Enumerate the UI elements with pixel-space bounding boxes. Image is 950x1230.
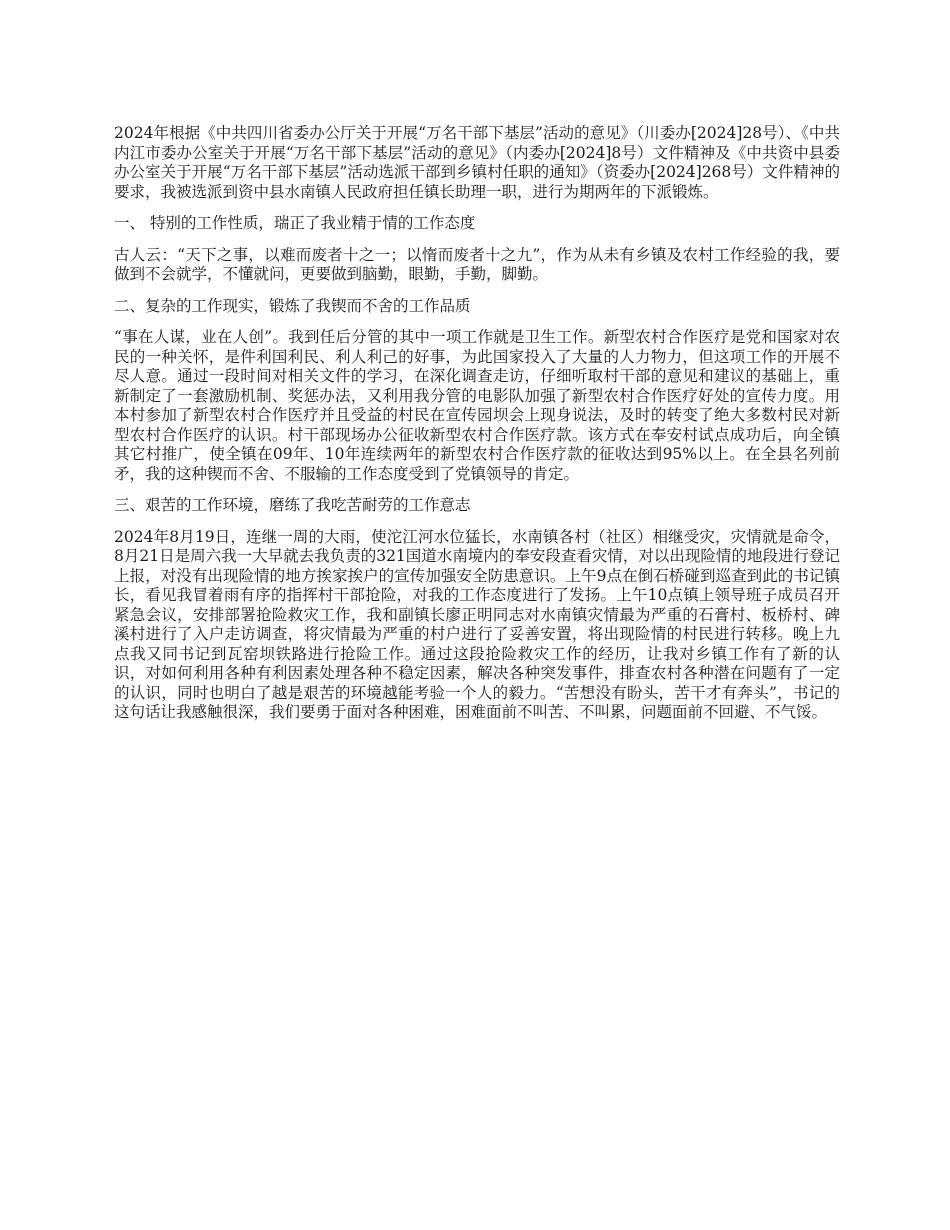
section-heading-3: 三、艰苦的工作环境，磨练了我吃苦耐劳的工作意志: [114, 496, 471, 514]
section-heading-1: 一、 特别的工作性质，瑞正了我业精于情的工作态度: [114, 214, 476, 232]
section-paragraph-2: “事在人谋，业在人创”。我到任后分管的其中一项工作就是卫生工作。新型农村合作医疗是党和国家对农民的一种关怀，是件利国利民、利人利己的好事，为此国家投入了大量的人力物力，但这项工作的开展不尽人意。通过一段时间对相关文件的学习，在深化调查走访，仔细听取村干部的意见和建议的基础上，重新制定了一套激励机制、奖惩办法，又利用我分管的电影队加强了新型农村合作医疗好处的宣传力度。用本村参加了新型农村合作医疗并且受益的村民在宣传园坝会上现身说法，及时的转变了绝大多数村民对新型农村合作医疗的认识。村干部现场办公征收新型农村合作医疗款。该方式在奉安村试点成功后，向全镇其它村推广，使全镇在09年、10年连续两年的新型农村合作医疗款的征收达到95%以上。在全县名列前矛，我的这种锲而不舍、不服输的工作态度受到了党镇领导的肯定。: [114, 328, 840, 483]
section-heading-2: 二、复杂的工作现实，锻炼了我锲而不舍的工作品质: [114, 296, 471, 315]
document-body: [114, 124, 840, 735]
section-paragraph-3: 2024年8月19日，连继一周的大雨，使沱江河水位猛长，水南镇各村（社区）相继受灾，灾情就是命令，8月21日是周六我一大早就去我负责的321国道水南境内的奉安段查看灾情，对以出现险情的地段进行登记上报，对没有出现险情的地方挨家挨户的宣传加强安全防患意识。上午9点在倒石桥碰到巡查到此的书记镇长，看见我冒着雨有序的指挥村干部抢险，对我的工作态度进行了发扬。上午10点镇上领导班子成员召开紧急会议，安排部署抢险救灾工作，我和副镇长廖正明同志对水南镇灾情最为严重的石膏村、板桥村、碑溪村进行了入户走访调查，将灾情最为严重的村户进行了妥善安置，将出现险情的村民进行转移。晚上九点我又同书记到瓦窑坝铁路进行抢险工作。通过这段抢险救灾工作的经历，让我对乡镇工作有了新的认识，对如何利用各种有利因素处理各种不稳定因素，解决各种突发事件，排查农村各种潜在问题有了一定的认识，同时也明白了越是艰苦的环境越能考验一个人的毅力。“苦想没有盼头，苦干才有奔头”，书记的这句话让我感触很深，我们要勇于面对各种困难，困难面前不叫苦、不叫累，问题面前不回避、不气馁。: [114, 527, 840, 721]
intro-paragraph: 2024年根据《中共四川省委办公厅关于开展“万名干部下基层”活动的意见》（川委办[2024]28号）、《中共内江市委办公室关于开展“万名干部下基层”活动的意见》（内委办[2024]8号）文件精神及《中共资中县委办公室关于开展“万名干部下基层”活动选派干部到乡镇村任职的通知》（资委办[2024]268号）文件精神的要求，我被选派到资中县水南镇人民政府担任镇长助理一职，进行为期两年的下派锻炼。: [114, 124, 840, 201]
section-paragraph-1: 古人云：“天下之事，以难而废者十之一；以惰而废者十之九”，作为从未有乡镇及农村工作经验的我，要做到不会就学，不懂就问，更要做到脑勤，眼勤，手勤，脚勤。: [114, 245, 840, 283]
